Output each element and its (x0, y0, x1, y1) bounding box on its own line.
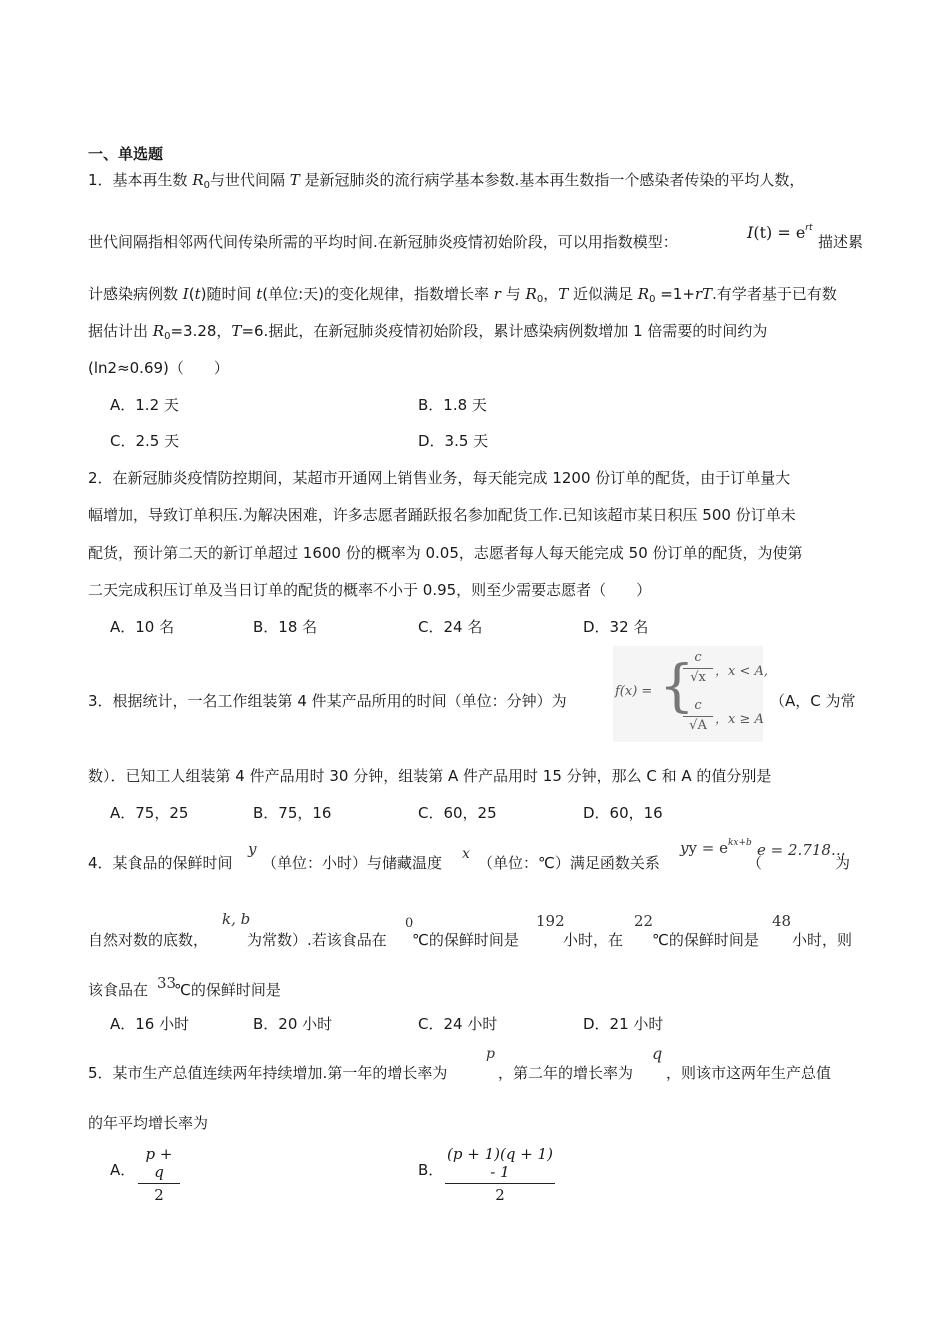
q1-line-2: 世代间隔指相邻两代间传染所需的平均时间.在新冠肺炎疫情初始阶段，可以用指数模型： (88, 233, 678, 251)
piecewise-formula-image: f(x) = { c √x ，x < A, c √A ，x ≥ A (613, 646, 763, 742)
q4-line-3-b: ℃的保鲜时间是 (174, 981, 281, 999)
q2-option-c[interactable]: C．24 名 (418, 618, 483, 636)
fraction-bar (683, 668, 713, 669)
q4-line-1-e: 为 (835, 854, 851, 872)
q4-line-3-a: 该食品在 (88, 981, 149, 999)
q2-option-d[interactable]: D．32 名 (583, 618, 649, 636)
q1-option-a[interactable]: A．1.2 天 (110, 396, 179, 414)
q2-line-1: 2．在新冠肺炎疫情防控期间，某超市开通网上销售业务，每天能完成 1200 份订单的配货，由于订单量大 (88, 469, 791, 487)
section-title: 一、单选题 (88, 145, 164, 163)
q2-option-b[interactable]: B．18 名 (253, 618, 318, 636)
q1-model-formula: $I(t) = e^{rt}$ (747, 223, 813, 242)
q4-line-2-d: 小时，在 (563, 931, 624, 949)
temp-33: 33 (157, 974, 177, 992)
q5-line-1-a: 5．某市生产总值连续两年持续增加.第一年的增长率为 (88, 1064, 448, 1082)
e-value: e = 2.718… (757, 841, 846, 859)
q1-line-3: 计感染病例数 I(t)随时间 t(单位:天)的变化规律，指数增长率 r 与 $R_0$，T 近似满足 $R_0 =1+rT$.有学者基于已有数 (88, 285, 837, 305)
q4-line-2-b: 为常数）.若该食品在 (247, 931, 387, 949)
fraction-bar (445, 1183, 555, 1184)
var-kb: k, b (222, 910, 251, 928)
q3-line-1-tail: （A，C 为常 (770, 692, 856, 710)
var-q: q (652, 1044, 663, 1063)
temp-22: 22 (634, 912, 654, 930)
fraction-bar (683, 716, 713, 717)
q5-option-b-fraction[interactable]: (p + 1)(q + 1) - 1 2 (445, 1145, 555, 1204)
q4-line-2-e: ℃的保鲜时间是 (652, 931, 759, 949)
q5-option-a-fraction[interactable]: p + q 2 (138, 1145, 180, 1204)
q3-line-2: 数）．已知工人组装第 4 件产品用时 30 分钟，组装第 A 件产品用时 15 分钟，那么 C 和 A 的值分别是 (88, 767, 772, 785)
q4-line-2-c: ℃的保鲜时间是 (412, 931, 519, 949)
q3-option-b[interactable]: B．75，16 (253, 804, 332, 822)
q4-line-2-a: 自然对数的底数， (88, 931, 209, 949)
q4-option-b[interactable]: B．20 小时 (253, 1015, 333, 1033)
q2-line-3: 配货，预计第二天的新订单超过 1600 份的概率为 0.05，志愿者每人每天能完成 50 份订单的配货，为使第 (88, 544, 803, 562)
temp-0: 0 (405, 916, 414, 931)
q2-option-a[interactable]: A．10 名 (110, 618, 175, 636)
q1-option-b[interactable]: B．1.8 天 (418, 396, 487, 414)
q5-line-1-c: ，则该市这两年生产总值 (666, 1064, 832, 1082)
q4-option-c[interactable]: C．24 小时 (418, 1015, 498, 1033)
q2-line-4: 二天完成积压订单及当日订单的配货的概率不小于 0.95，则至少需要志愿者（ ） (88, 581, 652, 599)
q3-option-a[interactable]: A．75，25 (110, 804, 189, 822)
q3-line-1: 3．根据统计，一名工作组装第 4 件某产品所用的时间（单位：分钟）为 (88, 692, 567, 710)
q3-option-c[interactable]: C．60，25 (418, 804, 497, 822)
q5-option-a-label[interactable]: A． (110, 1161, 136, 1179)
q4-line-1-c: （单位：℃）满足函数关系 (478, 854, 660, 872)
q1-line-4: 据估计出 $R_0=3.28$，T=6.据此，在新冠肺炎疫情初始阶段，累计感染病例数增加 1 倍需要的时间约为 (88, 322, 768, 342)
var-x: x (462, 846, 470, 862)
value-48: 48 (772, 912, 792, 930)
q5-option-b-label[interactable]: B． (418, 1161, 444, 1179)
fraction-bar (138, 1183, 180, 1184)
exp-function: yy = $e^{kx+b}$ (680, 838, 752, 857)
q5-line-2: 的年平均增长率为 (88, 1114, 209, 1132)
q4-line-1-d: （ (747, 854, 763, 872)
q1-line-1: 1．基本再生数 $R_0$与世代间隔 T 是新冠肺炎的流行病学基本参数.基本再生数指一个感染者传染的平均人数， (88, 171, 805, 191)
q1-line-5: (ln2≈0.69)（ ） (88, 359, 229, 377)
q4-option-d[interactable]: D．21 小时 (583, 1015, 664, 1033)
q3-option-d[interactable]: D．60，16 (583, 804, 663, 822)
q2-line-2: 幅增加，导致订单积压.为解决困难，许多志愿者踊跃报名参加配货工作.已知该超市某日积压 500 份订单未 (88, 506, 796, 524)
q4-line-1-a: 4．某食品的保鲜时间 (88, 854, 233, 872)
q1-option-d[interactable]: D．3.5 天 (418, 432, 489, 450)
brace-icon: { (659, 654, 695, 719)
q4-line-1-b: （单位：小时）与储藏温度 (262, 854, 443, 872)
q1-line-2-tail: 描述累 (818, 233, 864, 251)
var-p: p (486, 1046, 495, 1062)
q1-option-c[interactable]: C．2.5 天 (110, 432, 180, 450)
var-y: y (248, 840, 257, 858)
q4-line-2-f: 小时，则 (792, 931, 853, 949)
q5-line-1-b: ，第二年的增长率为 (498, 1064, 634, 1082)
q4-option-a[interactable]: A．16 小时 (110, 1015, 190, 1033)
value-192: 192 (536, 912, 565, 930)
